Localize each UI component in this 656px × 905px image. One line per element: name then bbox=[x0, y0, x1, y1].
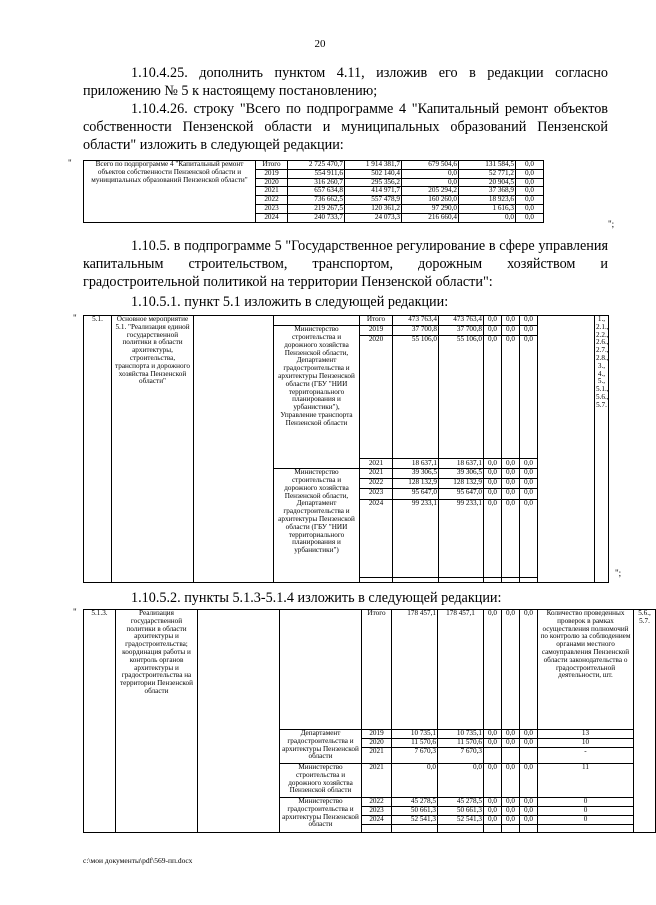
cell: 0,0 bbox=[520, 816, 538, 825]
cell bbox=[502, 748, 520, 764]
cell: 0,0 bbox=[502, 336, 520, 459]
cell: 13 bbox=[538, 730, 634, 739]
cell: 131 584,5 bbox=[459, 161, 516, 170]
left-quote: " bbox=[73, 313, 77, 323]
cell: 0,0 bbox=[502, 469, 520, 479]
cell: 97 290,0 bbox=[402, 204, 459, 213]
cell: 0,0 bbox=[516, 169, 544, 178]
paragraph-text: 1.10.4.26. строку "Всего по подпрограмме 4 "Капитальный ремонт объектов собственности Пензенской области и муниципальных образований Пензенской области" изложить в следующей редакции: bbox=[83, 101, 608, 153]
file-path-footer: c:\мои документы\pdf\569-пп.docx bbox=[83, 856, 193, 865]
cell: 0,0 bbox=[502, 326, 520, 336]
cell: 55 106,0 bbox=[393, 336, 439, 459]
cell: 657 634,8 bbox=[288, 187, 345, 196]
cell: Итого bbox=[362, 610, 392, 730]
cell: 473 763,4 bbox=[393, 316, 439, 326]
cell: 52 541,3 bbox=[438, 816, 484, 825]
cell: 20 904,5 bbox=[459, 178, 516, 187]
cell: 0,0 bbox=[484, 764, 502, 798]
cell: 2022 bbox=[362, 798, 392, 807]
indicator-references: 5.6., 5.7. bbox=[634, 610, 656, 833]
cell: 0,0 bbox=[484, 798, 502, 807]
cell: 0,0 bbox=[484, 458, 502, 468]
cell: 0,0 bbox=[520, 458, 538, 468]
cell: 240 733,7 bbox=[288, 213, 345, 222]
cell: 2021 bbox=[362, 764, 392, 798]
cell: 0,0 bbox=[502, 610, 520, 730]
cell: 0,0 bbox=[516, 178, 544, 187]
cell: 679 504,6 bbox=[402, 161, 459, 170]
cell: 2019 bbox=[360, 326, 393, 336]
cell: 0,0 bbox=[484, 489, 502, 499]
cell: 295 356,2 bbox=[345, 178, 402, 187]
cell: 736 662,5 bbox=[288, 196, 345, 205]
cell: 0,0 bbox=[402, 169, 459, 178]
cell: 11 bbox=[538, 764, 634, 798]
cell: 205 294,2 bbox=[402, 187, 459, 196]
cell: 0,0 bbox=[392, 764, 438, 798]
cell: 2022 bbox=[360, 479, 393, 489]
item-name: Реализация государственной политики в области архитектуры и градостроительства; координация работы и контроль органов архитектуры и градостроительства на территории Пензенской области bbox=[116, 610, 198, 833]
cell: 2023 bbox=[362, 807, 392, 816]
cell: 502 140,4 bbox=[345, 169, 402, 178]
cell: 2 725 470,7 bbox=[288, 161, 345, 170]
cell: 0,0 bbox=[502, 479, 520, 489]
cell: 0,0 bbox=[502, 807, 520, 816]
cell: 39 306,5 bbox=[393, 469, 439, 479]
measure-5-1-table bbox=[83, 315, 609, 583]
cell: 0,0 bbox=[520, 739, 538, 748]
executor-block-2: Министерство строительства и дорожного хозяйства Пензенской области bbox=[280, 764, 362, 798]
cell: 0,0 bbox=[484, 316, 502, 326]
cell: 0,0 bbox=[520, 807, 538, 816]
cell: 0,0 bbox=[520, 798, 538, 807]
right-quote: "; bbox=[615, 568, 622, 578]
cell: 0,0 bbox=[502, 730, 520, 739]
cell: 0,0 bbox=[402, 178, 459, 187]
cell: 0,0 bbox=[484, 739, 502, 748]
cell: 0,0 bbox=[484, 499, 502, 578]
subprogram-title: Всего по подпрограмме 4 "Капитальный ремонт объектов собственности Пензенской области и муниципальных образований Пензенской области" bbox=[84, 161, 256, 223]
cell: 0 bbox=[538, 798, 634, 807]
cell: 0,0 bbox=[520, 336, 538, 459]
left-quote: " bbox=[73, 607, 77, 617]
cell: 0,0 bbox=[516, 196, 544, 205]
cell: 1 914 381,7 bbox=[345, 161, 402, 170]
page-number: 20 bbox=[314, 38, 326, 50]
items-5-1-3-table bbox=[83, 609, 656, 833]
indicator: Количество проведенных проверок в рамках осуществления полномочий по контролю за соблюдением органами местного самоуправления Пензенской области законодательства о градостроительной деятельности, шт. bbox=[538, 610, 634, 730]
cell: 160 260,0 bbox=[402, 196, 459, 205]
cell: 219 267,5 bbox=[288, 204, 345, 213]
cell: 0,0 bbox=[520, 610, 538, 730]
cell: 0,0 bbox=[520, 469, 538, 479]
cell: 2019 bbox=[256, 169, 288, 178]
cell: 2021 bbox=[360, 458, 393, 468]
cell: 0,0 bbox=[516, 187, 544, 196]
cell: 2021 bbox=[360, 469, 393, 479]
cell: 0,0 bbox=[484, 730, 502, 739]
cell: 0,0 bbox=[459, 213, 516, 222]
paragraph-1-10-4-25 bbox=[83, 64, 608, 100]
cell: 0,0 bbox=[520, 479, 538, 489]
cell: 99 233,1 bbox=[439, 499, 484, 578]
cell: 414 971,7 bbox=[345, 187, 402, 196]
cell: 2019 bbox=[362, 730, 392, 739]
cell: 0,0 bbox=[484, 816, 502, 825]
item-number: 5.1. bbox=[84, 316, 112, 583]
cell: 0,0 bbox=[520, 316, 538, 326]
cell: 0,0 bbox=[484, 469, 502, 479]
cell bbox=[520, 748, 538, 764]
cell: 39 306,5 bbox=[439, 469, 484, 479]
right-quote: "; bbox=[608, 219, 615, 229]
cell: 37 368,9 bbox=[459, 187, 516, 196]
paragraph-text: 1.10.5. в подпрограмме 5 "Государственное регулирование в сфере управления капитальным строительством, транспортом, дорожным хозяйством и градостроительной политикой на территории Пензенской области": bbox=[83, 238, 608, 290]
cell: 18 923,6 bbox=[459, 196, 516, 205]
cell: 24 073,3 bbox=[345, 213, 402, 222]
cell: 557 478,9 bbox=[345, 196, 402, 205]
cell: 52 541,3 bbox=[392, 816, 438, 825]
cell: 0,0 bbox=[484, 807, 502, 816]
cell: 10 bbox=[538, 739, 634, 748]
cell: 2024 bbox=[360, 499, 393, 578]
cell: 0,0 bbox=[484, 326, 502, 336]
cell: - bbox=[538, 748, 634, 764]
cell: 95 647,0 bbox=[393, 489, 439, 499]
cell: 10 735,1 bbox=[392, 730, 438, 739]
executor-block-1: Министерство строительства и дорожного хозяйства Пензенской области, Департамент градостроительства и архитектуры Пензенской области (ГБУ "НИИ территориального планирования и урбанистики"), Управление транспорта Пензенской области bbox=[274, 326, 360, 469]
executor-block-2: Министерство строительства и дорожного хозяйства Пензенской области, Департамент градостроительства и архитектуры Пензенской области (ГБУ "НИИ территориального планирования и урбанистики") bbox=[274, 469, 360, 583]
cell: 216 660,4 bbox=[402, 213, 459, 222]
cell: 0,0 bbox=[520, 326, 538, 336]
cell: 120 361,2 bbox=[345, 204, 402, 213]
cell: 0,0 bbox=[484, 336, 502, 459]
paragraph-text: 1.10.5.2. пункты 5.1.3-5.1.4 изложить в следующей редакции: bbox=[131, 590, 502, 606]
cell: 99 233,1 bbox=[393, 499, 439, 578]
cell: 45 278,5 bbox=[392, 798, 438, 807]
indicator-references: 1., 2.1., 2.2., 2.6., 2.7., 2.8., 3., 4., 5., 5.1., 5.6., 5.7. bbox=[595, 316, 609, 583]
cell: 55 106,0 bbox=[439, 336, 484, 459]
executor-block-1: Департамент градостроительства и архитектуры Пензенской области bbox=[280, 730, 362, 764]
cell: 473 763,4 bbox=[439, 316, 484, 326]
cell: 7 670,3 bbox=[438, 748, 484, 764]
cell: 2021 bbox=[256, 187, 288, 196]
paragraph-text: 1.10.5.1. пункт 5.1 изложить в следующей редакции: bbox=[131, 294, 449, 310]
cell: 0,0 bbox=[502, 458, 520, 468]
cell: 0,0 bbox=[502, 499, 520, 578]
cell: Итого bbox=[360, 316, 393, 326]
cell: 0,0 bbox=[438, 764, 484, 798]
cell: 178 457,1 bbox=[392, 610, 438, 730]
cell: 316 260,7 bbox=[288, 178, 345, 187]
cell: 0,0 bbox=[520, 489, 538, 499]
cell: 50 661,3 bbox=[392, 807, 438, 816]
cell: 11 570,6 bbox=[392, 739, 438, 748]
cell: 0,0 bbox=[484, 479, 502, 489]
left-quote: " bbox=[68, 158, 72, 168]
cell: 0,0 bbox=[502, 489, 520, 499]
cell: 178 457,1 bbox=[438, 610, 484, 730]
cell: 0,0 bbox=[520, 730, 538, 739]
cell: 2021 bbox=[362, 748, 392, 764]
cell: 0,0 bbox=[520, 764, 538, 798]
cell: 0,0 bbox=[502, 739, 520, 748]
cell: 2024 bbox=[362, 816, 392, 825]
cell: 0,0 bbox=[502, 816, 520, 825]
cell: 554 911,6 bbox=[288, 169, 345, 178]
cell: 10 735,1 bbox=[438, 730, 484, 739]
cell: 128 132,9 bbox=[439, 479, 484, 489]
cell: 2022 bbox=[256, 196, 288, 205]
cell: 45 278,5 bbox=[438, 798, 484, 807]
cell: Итого bbox=[256, 161, 288, 170]
cell: 37 700,8 bbox=[393, 326, 439, 336]
cell: 0,0 bbox=[516, 213, 544, 222]
cell: 2020 bbox=[362, 739, 392, 748]
cell: 50 661,3 bbox=[438, 807, 484, 816]
cell: 2020 bbox=[360, 336, 393, 459]
cell: 2023 bbox=[256, 204, 288, 213]
paragraph-1-10-4-26 bbox=[83, 100, 608, 154]
cell: 0,0 bbox=[516, 204, 544, 213]
cell: 0,0 bbox=[502, 316, 520, 326]
cell: 37 700,8 bbox=[439, 326, 484, 336]
cell bbox=[484, 748, 502, 764]
cell: 18 637,1 bbox=[439, 458, 484, 468]
paragraph-text: 1.10.4.25. дополнить пунктом 4.11, изложив его в редакции согласно приложению № 5 к настоящему постановлению; bbox=[83, 65, 608, 99]
cell: 2024 bbox=[256, 213, 288, 222]
paragraph-1-10-5 bbox=[83, 237, 608, 291]
cell: 2020 bbox=[256, 178, 288, 187]
cell: 0 bbox=[538, 807, 634, 816]
item-number: 5.1.3. bbox=[84, 610, 116, 833]
measure-name: Основное мероприятие 5.1. "Реализация единой государственной политики в области архитектуры, строительства, транспорта и дорожного хозяйства Пензенской области" bbox=[112, 316, 194, 583]
executor-block-3: Министерство градостроительства и архитектуры Пензенской области bbox=[280, 798, 362, 833]
cell: 52 771,2 bbox=[459, 169, 516, 178]
cell: 0,0 bbox=[516, 161, 544, 170]
cell: 128 132,9 bbox=[393, 479, 439, 489]
cell: 0 bbox=[538, 816, 634, 825]
paragraph-1-10-5-2 bbox=[83, 589, 608, 607]
paragraph-1-10-5-1 bbox=[83, 293, 608, 311]
cell: 0,0 bbox=[484, 610, 502, 730]
cell: 2023 bbox=[360, 489, 393, 499]
cell: 1 616,3 bbox=[459, 204, 516, 213]
cell: 95 647,0 bbox=[439, 489, 484, 499]
cell: 0,0 bbox=[520, 499, 538, 578]
cell: 0,0 bbox=[502, 764, 520, 798]
cell: 0,0 bbox=[502, 798, 520, 807]
cell: 7 670,3 bbox=[392, 748, 438, 764]
subprogram-4-total-table bbox=[83, 160, 592, 223]
cell: 18 637,1 bbox=[393, 458, 439, 468]
cell: 11 570,6 bbox=[438, 739, 484, 748]
